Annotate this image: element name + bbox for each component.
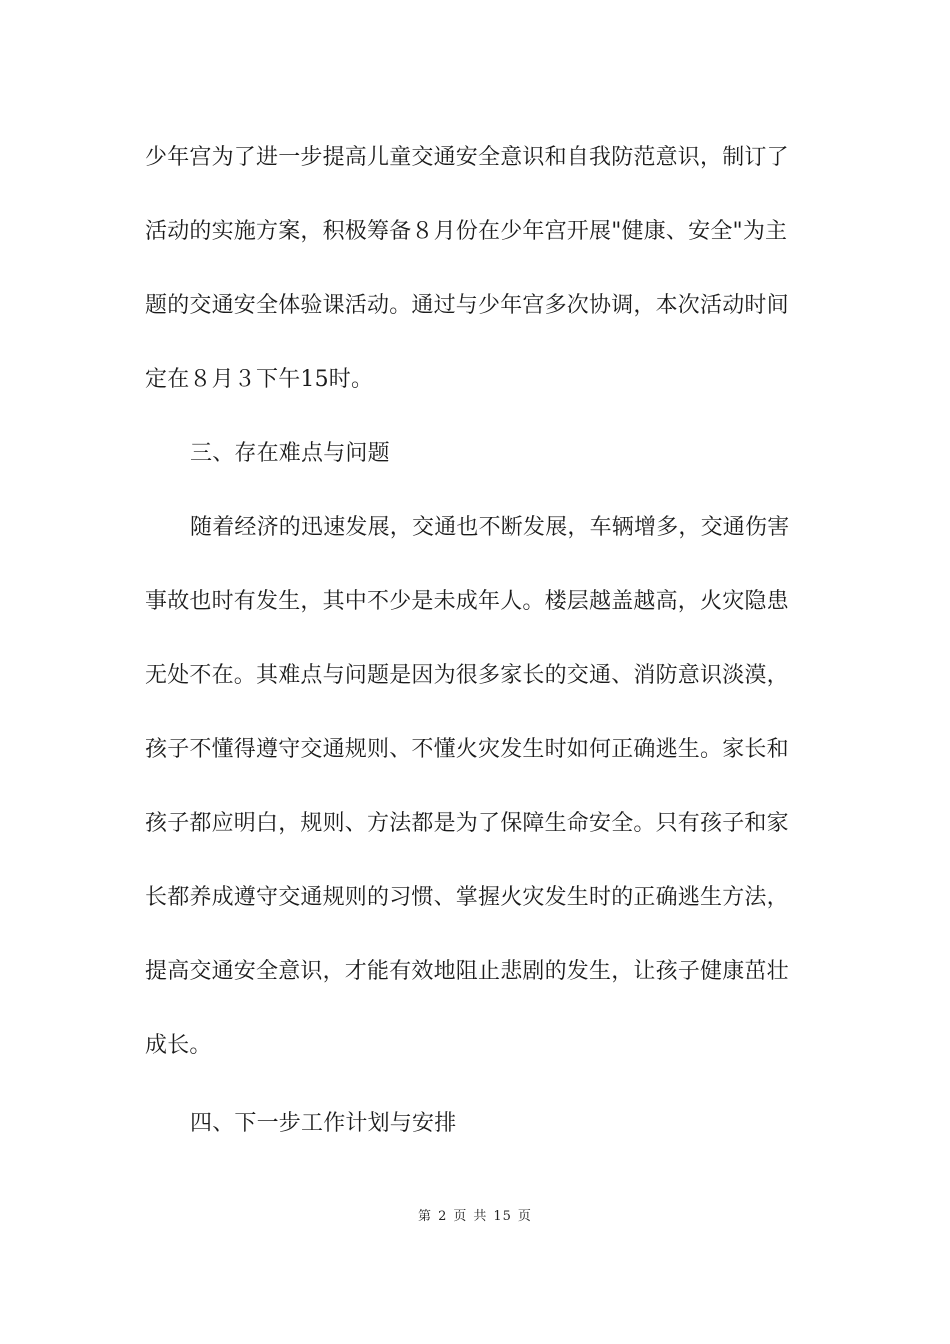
body-text-line: 事故也时有发生，其中不少是未成年人。楼层越盖越高，火灾隐患	[145, 589, 789, 614]
body-text-line: 定在８月３下午15时。	[145, 367, 374, 392]
body-text-line: 活动的实施方案，积极筹备８月份在少年宫开展"健康、安全"为主	[145, 219, 788, 244]
body-text-line: 孩子不懂得遵守交通规则、不懂火灾发生时如何正确逃生。家长和	[145, 737, 789, 762]
body-text-line: 成长。	[145, 1033, 212, 1058]
body-text-line: 少年宫为了进一步提高儿童交通安全意识和自我防范意识，制订了	[145, 145, 789, 170]
page-footer	[0, 1208, 950, 1226]
footer-current-page: 2	[438, 1209, 448, 1224]
body-text-line: 提高交通安全意识，才能有效地阻止悲剧的发生，让孩子健康茁壮	[145, 959, 789, 984]
footer-prefix: 第	[418, 1209, 433, 1224]
body-text-line: 孩子都应明白，规则、方法都是为了保障生命安全。只有孩子和家	[145, 811, 789, 836]
footer-page-label: 页	[453, 1209, 468, 1224]
footer-total-prefix: 共	[473, 1209, 488, 1224]
body-text-line: 无处不在。其难点与问题是因为很多家长的交通、消防意识淡漠，	[145, 663, 789, 688]
section-heading: 四、下一步工作计划与安排	[190, 1111, 457, 1136]
body-text-line: 随着经济的迅速发展，交通也不断发展，车辆增多，交通伤害	[190, 515, 790, 540]
body-text-line: 题的交通安全体验课活动。通过与少年宫多次协调，本次活动时间	[145, 293, 789, 318]
body-text-line: 长都养成遵守交通规则的习惯、掌握火灾发生时的正确逃生方法，	[145, 885, 789, 910]
section-heading: 三、存在难点与问题	[190, 441, 390, 466]
footer-total-label: 页	[517, 1209, 532, 1224]
footer-total-pages: 15	[493, 1209, 512, 1224]
